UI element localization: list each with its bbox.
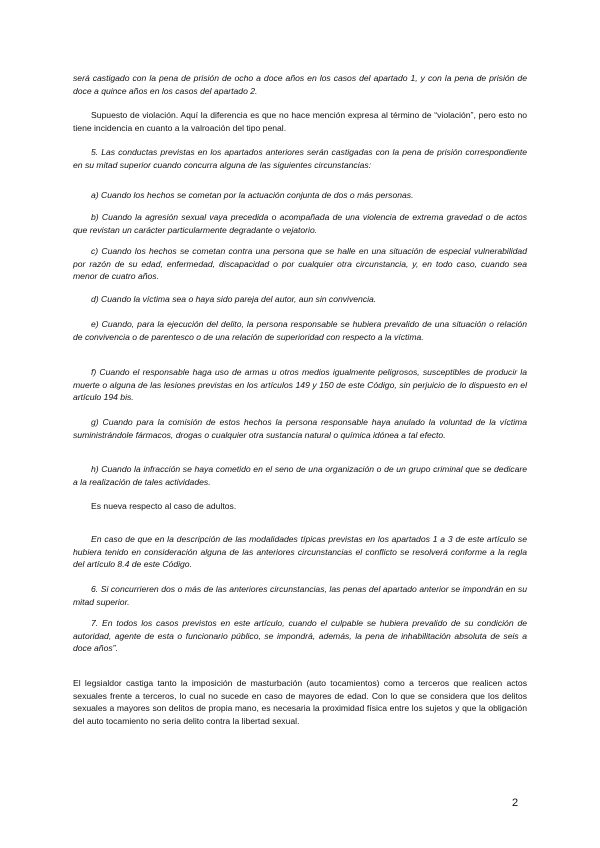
paragraph-item-c: c) Cuando los hechos se cometan contra una persona que se halle en una situación de especial vulnerabilidad por razón de su edad, enfermedad, discapacidad o por cualquier otra circunstancia, y, en todo caso, cuando sea menor de cuatro años. xyxy=(73,246,527,282)
paragraph-new-note: Es nueva respecto al caso de adultos. xyxy=(91,501,237,511)
paragraph-section-7: 7. En todos los casos previstos en este artículo, cuando el culpable se hubiera prevalido de su condición de autoridad, agente de esta o funcionario público, se impondrá, además, la pena de inhabilitación absoluta de seis a doce años”. xyxy=(73,618,527,654)
paragraph-item-g: g) Cuando para la comisión de estos hechos la persona responsable haya anulado la voluntad de la víctima suministrándole fármacos, drogas o cualquier otra sustancia natural o química idónea a tal efecto. xyxy=(73,417,527,440)
paragraph-section-6: 6. Si concurrieren dos o más de las anteriores circunstancias, las penas del apartado anterior se impondrán en su mitad superior. xyxy=(73,584,527,607)
paragraph-item-h: h) Cuando la infracción se haya cometido en el seno de una organización o de un grupo criminal que se dedicare a la realización de tales actividades. xyxy=(73,464,527,487)
paragraph-legislator-commentary: El legsialdor castiga tanto la imposición de masturbación (auto tocamientos) como a terceros que realicen actos sexuales frente a terceros, lo cual no sucede en caso de mayores de edad. Con lo que se considera que los delitos sexuales a mayores son delitos de propia mano, es necesaria la proximidad física entre los sujetos y que la obligación del auto tocamiento no seria delito contra la libertad sexual. xyxy=(73,678,527,726)
paragraph-penalty-continuation: será castigado con la pena de prisión de ocho a doce años en los casos del apartado 1, y con la pena de prisión de doce a quince años en los casos del apartado 2. xyxy=(73,73,527,96)
paragraph-conflict-rule: En caso de que en la descripción de las modalidades típicas previstas en los apartados 1 a 3 de este artículo se hubiera tenido en consideración alguna de las anteriores circunstancias el conflicto se resolverá conforme a la regla del artículo 8.4 de este Código. xyxy=(73,534,527,570)
paragraph-item-e: e) Cuando, para la ejecución del delito, la persona responsable se hubiera prevalido de una situación o relación de convivencia o de parentesco o de una relación de superioridad con respecto a la víctima. xyxy=(73,319,527,342)
paragraph-item-d: d) Cuando la víctima sea o haya sido pareja del autor, aun sin convivencia. xyxy=(91,294,377,304)
page-number: 2 xyxy=(512,797,519,809)
paragraph-item-f: f) Cuando el responsable haga uso de armas u otros medios igualmente peligrosos, susceptibles de producir la muerte o alguna de las lesiones previstas en los artículos 149 y 150 de este Código, sin perjuicio de lo dispuesto en el artículo 194 bis. xyxy=(73,367,527,403)
paragraph-rape-note: Supuesto de violación. Aquí la diferencia es que no hace mención expresa al término de “violación”, pero esto no tiene incidencia en cuanto a la valroación del tipo penal. xyxy=(73,110,527,133)
paragraph-item-b: b) Cuando la agresión sexual vaya precedida o acompañada de una violencia de extrema gravedad o de actos que revistan un carácter particularmente degradante o vejatorio. xyxy=(73,212,527,235)
paragraph-item-a: a) Cuando los hechos se cometan por la actuación conjunta de dos o más personas. xyxy=(91,190,414,200)
paragraph-section-5: 5. Las conductas previstas en los apartados anteriores serán castigadas con la pena de prisión correspondiente en su mitad superior cuando concurra alguna de las siguientes circunstancias: xyxy=(73,147,527,170)
